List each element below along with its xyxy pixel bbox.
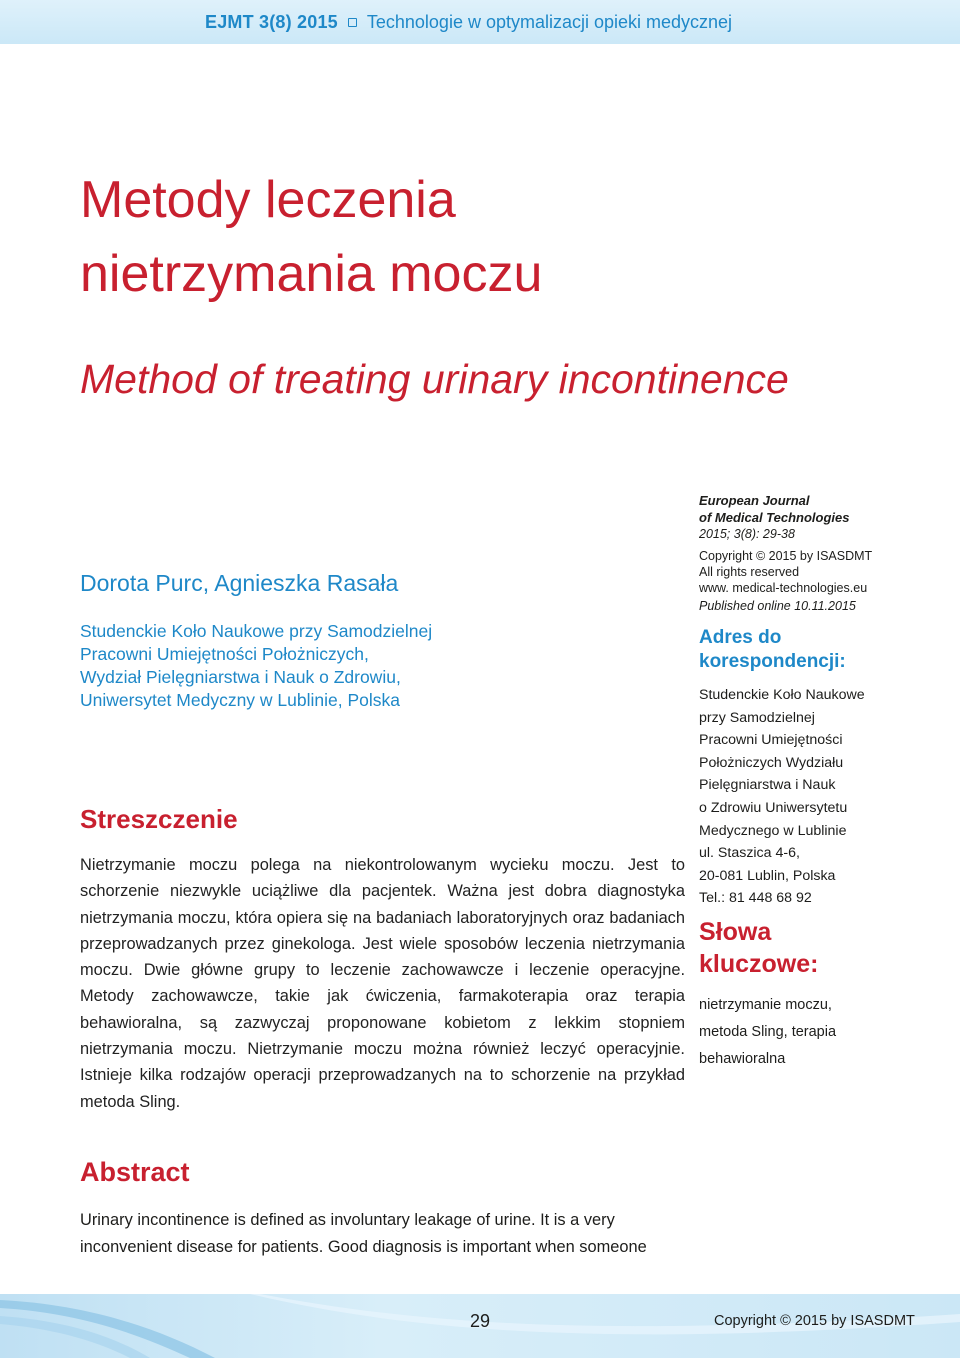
page-number: 29 (470, 1311, 491, 1331)
authors: Dorota Purc, Agnieszka Rasała (80, 570, 399, 596)
header-band (0, 0, 960, 44)
abstract-text: Urinary incontinence is defined as involuntary leakage of urine. It is a very inconvenient disease for patients. Good diagnosis is important when someone (80, 1211, 647, 1256)
address-line: Studenckie Koło Naukowe (699, 687, 865, 703)
address-line: ul. Staszica 4-6, (699, 845, 800, 862)
website-link[interactable]: www. medical-technologies.eu (699, 581, 868, 595)
keywords-list (699, 992, 939, 1073)
keyword-line: metoda Sling, terapia (699, 1023, 837, 1040)
address-heading-line: korespondencji: (699, 651, 846, 672)
streszczenie-heading: Streszczenie (80, 804, 238, 834)
address-line: 20-081 Lublin, Polska (699, 867, 836, 884)
affiliation-line: Studenckie Koło Naukowe przy Samodzielnej (80, 621, 433, 641)
footer-band (0, 1294, 960, 1358)
affiliation (80, 620, 500, 712)
published-date: Published online 10.11.2015 (699, 599, 856, 613)
journal-name (699, 492, 939, 526)
address-line: przy Samodzielnej (699, 709, 815, 726)
address-line: Położniczych Wydziału (699, 754, 844, 771)
affiliation-line: Wydział Pielęgniarstwa i Nauk o Zdrowiu, (80, 667, 401, 687)
keyword-line: behawioralna (699, 1050, 786, 1067)
address-line: Medycznego w Lublinie (699, 822, 847, 839)
keywords-heading-line: Słowa (699, 917, 772, 946)
address-heading-line: Adres do (699, 627, 782, 648)
abstract-heading: Abstract (80, 1157, 190, 1187)
copyright-line: Copyright © 2015 by ISASDMT (699, 549, 873, 563)
footer-copyright: Copyright © 2015 by ISASDMT (714, 1313, 915, 1329)
section-name: Technologie w optymalizacji opieki medycznej (366, 12, 733, 32)
journal-issue: EJMT 3(8) 2015 (205, 12, 338, 32)
journal-issue-ref: 2015; 3(8): 29-38 (699, 527, 795, 541)
address-heading (699, 626, 939, 674)
journal-name-line: European Journal (699, 493, 810, 508)
square-separator-icon (348, 18, 357, 27)
address-line: Pracowni Umiejętności (699, 732, 843, 749)
article-info-sidebar (699, 492, 939, 1073)
keyword-line: nietrzymanie moczu, (699, 996, 832, 1013)
affiliation-line: Pracowni Umiejętności Położniczych, (80, 644, 369, 664)
journal-name-line: of Medical Technologies (699, 510, 850, 525)
title-line-1: Metody leczenia (80, 171, 456, 229)
running-header (205, 12, 732, 33)
address-line: o Zdrowiu Uniwersytetu (699, 799, 848, 816)
keywords-heading-line: kluczowe: (699, 949, 819, 978)
english-title: Method of treating urinary incontinence (80, 356, 789, 402)
address-line: Tel.: 81 448 68 92 (699, 890, 812, 907)
correspondence-address (699, 684, 939, 910)
address-line: Pielęgniarstwa i Nauk (699, 777, 836, 794)
affiliation-line: Uniwersytet Medyczny w Lublinie, Polska (80, 690, 400, 710)
streszczenie-text: Nietrzymanie moczu polega na niekontrolowanym wycieku moczu. Jest to schorzenie niezwykle uciążliwe dla pacjentek. Ważna jest dobra diagnostyka nietrzymania moczu, która opiera się na badaniach laboratoryjnych oraz badaniach przeprowadzanych przez ginekologa. Jest wiele sposobów leczenia nietrzymania moczu. Dwie główne grupy to leczenie zachowawcze i leczenie operacyjne. Metody zachowawcze, takie jak ćwiczenia, farmakoterapia oraz terapia behawioralna, są zazwyczaj proponowane kobietom z lekkim stopniem nietrzymania moczu. Nietrzymanie moczu można również leczyć operacyjnie. Istnieje kilka rodzajów operacji przeprowadzanych na to schorzenie na przykład metoda Sling. (80, 856, 685, 1111)
keywords-heading (699, 916, 939, 980)
title-line-2: nietrzymania moczu (80, 245, 543, 303)
rights-line: All rights reserved (699, 565, 800, 579)
article-title (80, 163, 542, 311)
